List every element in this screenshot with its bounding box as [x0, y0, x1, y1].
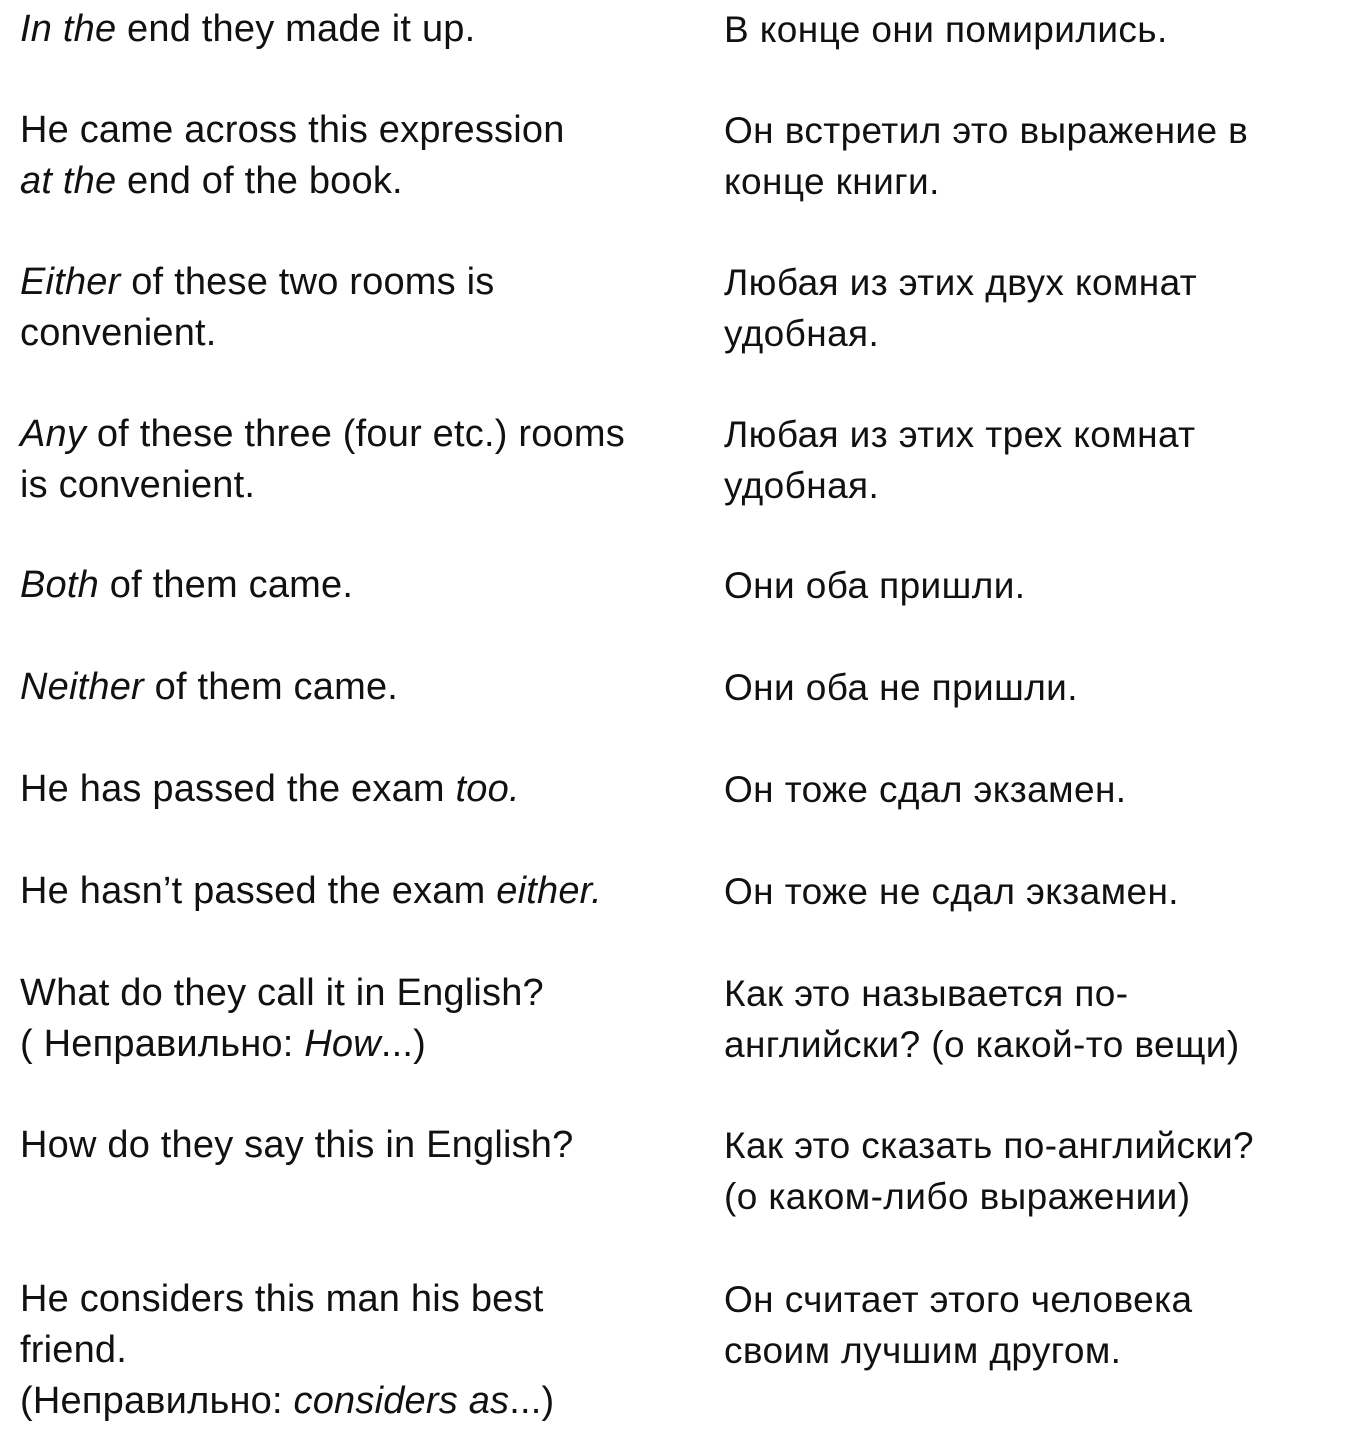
english-line: [20, 764, 710, 815]
english-text: of them came.: [98, 564, 354, 606]
english-line: [20, 560, 710, 611]
russian-translation: [724, 257, 1354, 359]
russian-line: удобная.: [724, 465, 880, 506]
english-text: of these three (four etc.) rooms: [86, 413, 625, 455]
russian-line: Он считает этого человека: [724, 1279, 1193, 1320]
russian-line: Он встретил это выражение в: [724, 110, 1249, 151]
italic-keyword: How: [304, 1023, 381, 1065]
english-text: He considers this man his best: [20, 1278, 544, 1320]
russian-translation: [724, 866, 1354, 917]
italic-keyword: too.: [455, 768, 520, 810]
english-text: end of the book.: [116, 160, 403, 202]
english-text: ( Неправильно:: [20, 1023, 305, 1065]
russian-line: Они оба пришли.: [724, 565, 1026, 606]
russian-line: Как это сказать по-английски?: [724, 1125, 1255, 1166]
english-phrase: [20, 257, 710, 359]
russian-translation: [724, 105, 1354, 207]
english-text: of them came.: [143, 666, 399, 708]
russian-line: Он тоже сдал экзамен.: [724, 769, 1127, 810]
english-line: [20, 4, 710, 55]
russian-translation: [724, 764, 1354, 815]
english-text: He hasn’t passed the exam: [20, 870, 497, 912]
english-phrase: [20, 4, 710, 55]
english-line: [20, 1120, 710, 1171]
english-text: of these two rooms is: [120, 261, 495, 303]
english-text: How do they say this in English?: [20, 1124, 574, 1166]
italic-keyword: either.: [496, 870, 602, 912]
english-text: ...): [380, 1023, 427, 1065]
russian-line: В конце они помирились.: [724, 9, 1168, 50]
english-text: end they made it up.: [116, 8, 476, 50]
russian-line: (о каком-либо выражении): [724, 1176, 1191, 1217]
italic-keyword: Either: [20, 261, 121, 303]
english-line: [20, 460, 710, 511]
english-phrase: [20, 105, 710, 207]
english-line: [20, 866, 710, 917]
italic-keyword: considers as: [293, 1380, 510, 1422]
italic-keyword: Neither: [20, 666, 144, 708]
english-line: [20, 1376, 710, 1427]
russian-translation: [724, 1274, 1354, 1376]
english-text: He came across this expression: [20, 109, 565, 151]
italic-keyword: Both: [20, 564, 99, 606]
english-line: [20, 662, 710, 713]
russian-translation: [724, 1120, 1354, 1222]
italic-keyword: In the: [20, 8, 117, 50]
english-phrase: [20, 968, 710, 1070]
english-line: [20, 409, 710, 460]
english-phrase: [20, 1120, 710, 1171]
english-phrase: [20, 866, 710, 917]
russian-line: Он тоже не сдал экзамен.: [724, 871, 1179, 912]
english-line: [20, 1019, 710, 1070]
russian-line: Как это называется по-: [724, 973, 1129, 1014]
english-line: [20, 1274, 710, 1325]
russian-line: своим лучшим другом.: [724, 1330, 1122, 1371]
russian-line: удобная.: [724, 313, 880, 354]
english-phrase: [20, 560, 710, 611]
russian-translation: [724, 968, 1354, 1070]
russian-translation: [724, 560, 1354, 611]
english-phrase: [20, 764, 710, 815]
english-phrase: [20, 409, 710, 511]
english-text: friend.: [20, 1329, 128, 1371]
english-line: [20, 105, 710, 156]
english-text: ...): [509, 1380, 555, 1422]
english-line: [20, 1325, 710, 1376]
russian-line: Любая из этих трех комнат: [724, 414, 1196, 455]
english-line: [20, 308, 710, 359]
russian-line: английски? (о какой-то вещи): [724, 1024, 1240, 1065]
english-phrase: [20, 662, 710, 713]
english-text: What do they call it in English?: [20, 972, 544, 1014]
english-text: (Неправильно:: [20, 1380, 294, 1422]
russian-line: конце книги.: [724, 161, 940, 202]
english-line: [20, 968, 710, 1019]
english-line: [20, 156, 710, 207]
russian-translation: [724, 4, 1354, 55]
russian-translation: [724, 662, 1354, 713]
english-text: He has passed the exam: [20, 768, 456, 810]
russian-translation: [724, 409, 1354, 511]
italic-keyword: Any: [20, 413, 87, 455]
english-line: [20, 257, 710, 308]
english-phrase: [20, 1274, 710, 1427]
russian-line: Любая из этих двух комнат: [724, 262, 1198, 303]
russian-line: Они оба не пришли.: [724, 667, 1078, 708]
english-text: convenient.: [20, 312, 217, 354]
english-text: is convenient.: [20, 464, 256, 506]
italic-keyword: at the: [20, 160, 117, 202]
